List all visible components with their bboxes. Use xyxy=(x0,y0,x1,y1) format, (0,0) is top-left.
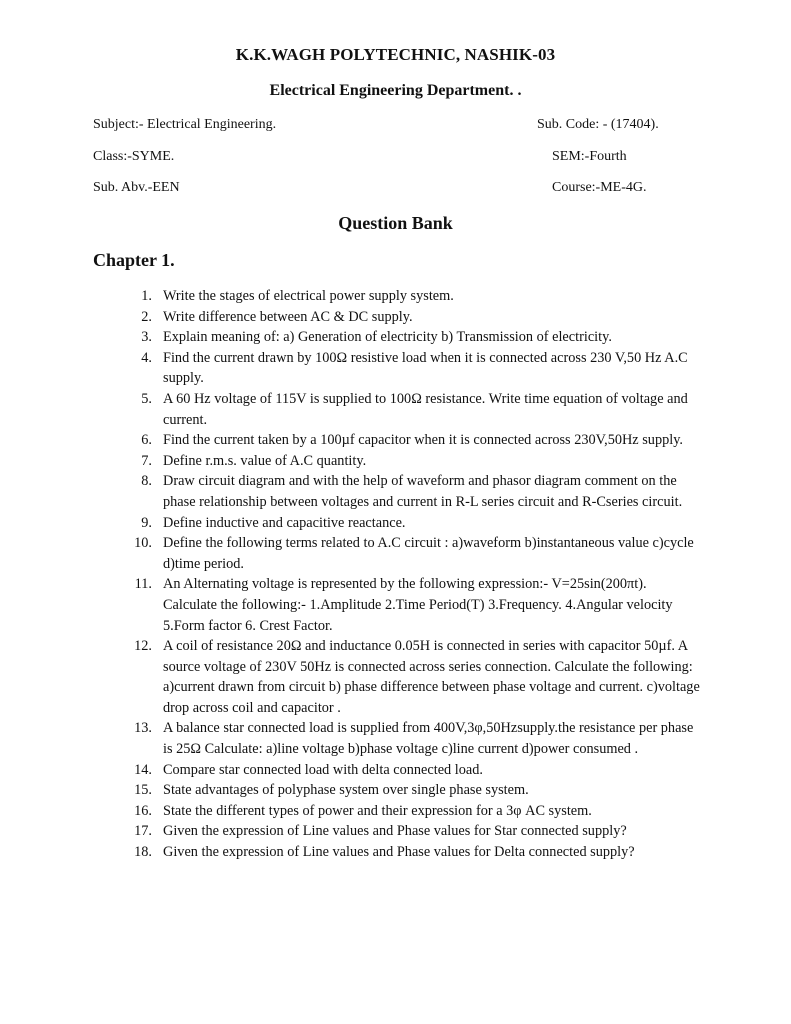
question-item xyxy=(0,821,791,842)
question-list xyxy=(0,286,791,863)
question-text: An Alternating voltage is represented by the following expression:- V=25sin(200πt). Calculate the following:- 1.Amplitude 2.Time Period(T) 3.Frequency. 4.Angular velocity 5.Form factor 6. Crest Factor. xyxy=(163,576,673,634)
question-item xyxy=(0,451,791,472)
question-text: A 60 Hz voltage of 115V is supplied to 100Ω resistance. Write time equation of voltage and current. xyxy=(163,390,688,428)
question-text: Explain meaning of: a) Generation of electricity b) Transmission of electricity. xyxy=(163,329,612,346)
question-text: State advantages of polyphase system over single phase system. xyxy=(163,782,529,799)
question-item xyxy=(0,636,791,718)
institute-name: K.K.WAGH POLYTECHNIC, NASHIK-03 xyxy=(235,45,556,64)
question-text: Given the expression of Line values and Phase values for Delta connected supply? xyxy=(163,844,635,861)
question-number: 1. xyxy=(141,288,152,304)
question-item xyxy=(0,513,791,534)
question-item xyxy=(0,842,791,863)
question-text: Define r.m.s. value of A.C quantity. xyxy=(163,452,367,469)
question-text: Define inductive and capacitive reactance. xyxy=(163,514,406,531)
subject-label: Subject:- Electrical Engineering. xyxy=(93,117,277,132)
sub-abv-label: Sub. Abv.-EEN xyxy=(93,180,180,195)
question-number: 4. xyxy=(141,349,152,366)
question-item xyxy=(0,718,791,759)
meta-row-abv xyxy=(93,180,791,200)
question-number: 10. xyxy=(134,535,152,552)
question-text: State the different types of power and their expression for a 3φ AC system. xyxy=(163,802,592,819)
question-item xyxy=(0,574,791,636)
question-text: A balance star connected load is supplied from 400V,3φ,50Hzsupply.the resistance per phase is 25Ω Calculate: a)line voltage b)phase voltage c)line current d)power consumed . xyxy=(163,720,694,758)
question-number: 8. xyxy=(141,473,152,490)
question-number: 13. xyxy=(134,720,152,737)
question-text: Find the current taken by a 100µf capacitor when it is connected across 230V,50Hz supply. xyxy=(163,432,684,449)
question-text: Write the stages of electrical power supply system. xyxy=(163,288,454,304)
chapter-heading: Chapter 1. xyxy=(93,250,175,270)
question-item xyxy=(0,533,791,574)
question-number: 15. xyxy=(134,782,152,799)
question-number: 14. xyxy=(134,761,152,778)
question-item xyxy=(0,760,791,781)
question-item xyxy=(0,348,791,389)
page-title: Question Bank xyxy=(338,213,453,233)
question-item xyxy=(0,430,791,451)
sub-code-label: Sub. Code: - (17404). xyxy=(537,117,659,132)
meta-row-subject xyxy=(93,117,791,137)
question-text: Find the current drawn by 100Ω resistive load when it is connected across 230 V,50 Hz A.C supply. xyxy=(163,349,688,387)
question-item xyxy=(0,471,791,512)
question-number: 7. xyxy=(141,452,152,469)
question-number: 3. xyxy=(141,329,152,346)
department-name: Electrical Engineering Department. . xyxy=(269,82,522,99)
question-item xyxy=(0,286,791,307)
question-item xyxy=(0,307,791,328)
question-text: Write difference between AC & DC supply. xyxy=(163,308,413,325)
meta-row-class xyxy=(93,149,791,169)
course-label: Course:-ME-4G. xyxy=(552,180,647,195)
class-label: Class:-SYME. xyxy=(93,149,175,164)
question-number: 11. xyxy=(134,576,152,593)
question-text: Draw circuit diagram and with the help of waveform and phasor diagram comment on the phase relationship between voltages and current in R-L series circuit and R-Cseries circuit. xyxy=(163,473,683,510)
question-number: 17. xyxy=(134,823,152,840)
question-text: Given the expression of Line values and Phase values for Star connected supply? xyxy=(163,823,627,840)
question-item xyxy=(0,780,791,801)
question-number: 2. xyxy=(141,308,152,325)
question-text: Compare star connected load with delta connected load. xyxy=(163,761,483,778)
question-text: Define the following terms related to A.C circuit : a)waveform b)instantaneous value c)cycle d)time period. xyxy=(163,535,694,572)
question-item xyxy=(0,389,791,430)
question-number: 6. xyxy=(141,432,152,449)
question-item xyxy=(0,327,791,348)
question-number: 18. xyxy=(134,844,152,861)
question-number: 9. xyxy=(141,514,152,531)
question-number: 12. xyxy=(134,638,152,655)
question-text: A coil of resistance 20Ω and inductance 0.05H is connected in series with capacitor 50µf. A source voltage of 230V 50Hz is connected across series connection. Calculate the following: a)current drawn from circuit b) phase difference between phase voltage and current. c)voltage drop across coil and capacitor . xyxy=(163,638,700,716)
question-item xyxy=(0,801,791,822)
question-number: 16. xyxy=(134,802,152,819)
sem-label: SEM:-Fourth xyxy=(552,149,627,164)
question-number: 5. xyxy=(141,390,152,407)
